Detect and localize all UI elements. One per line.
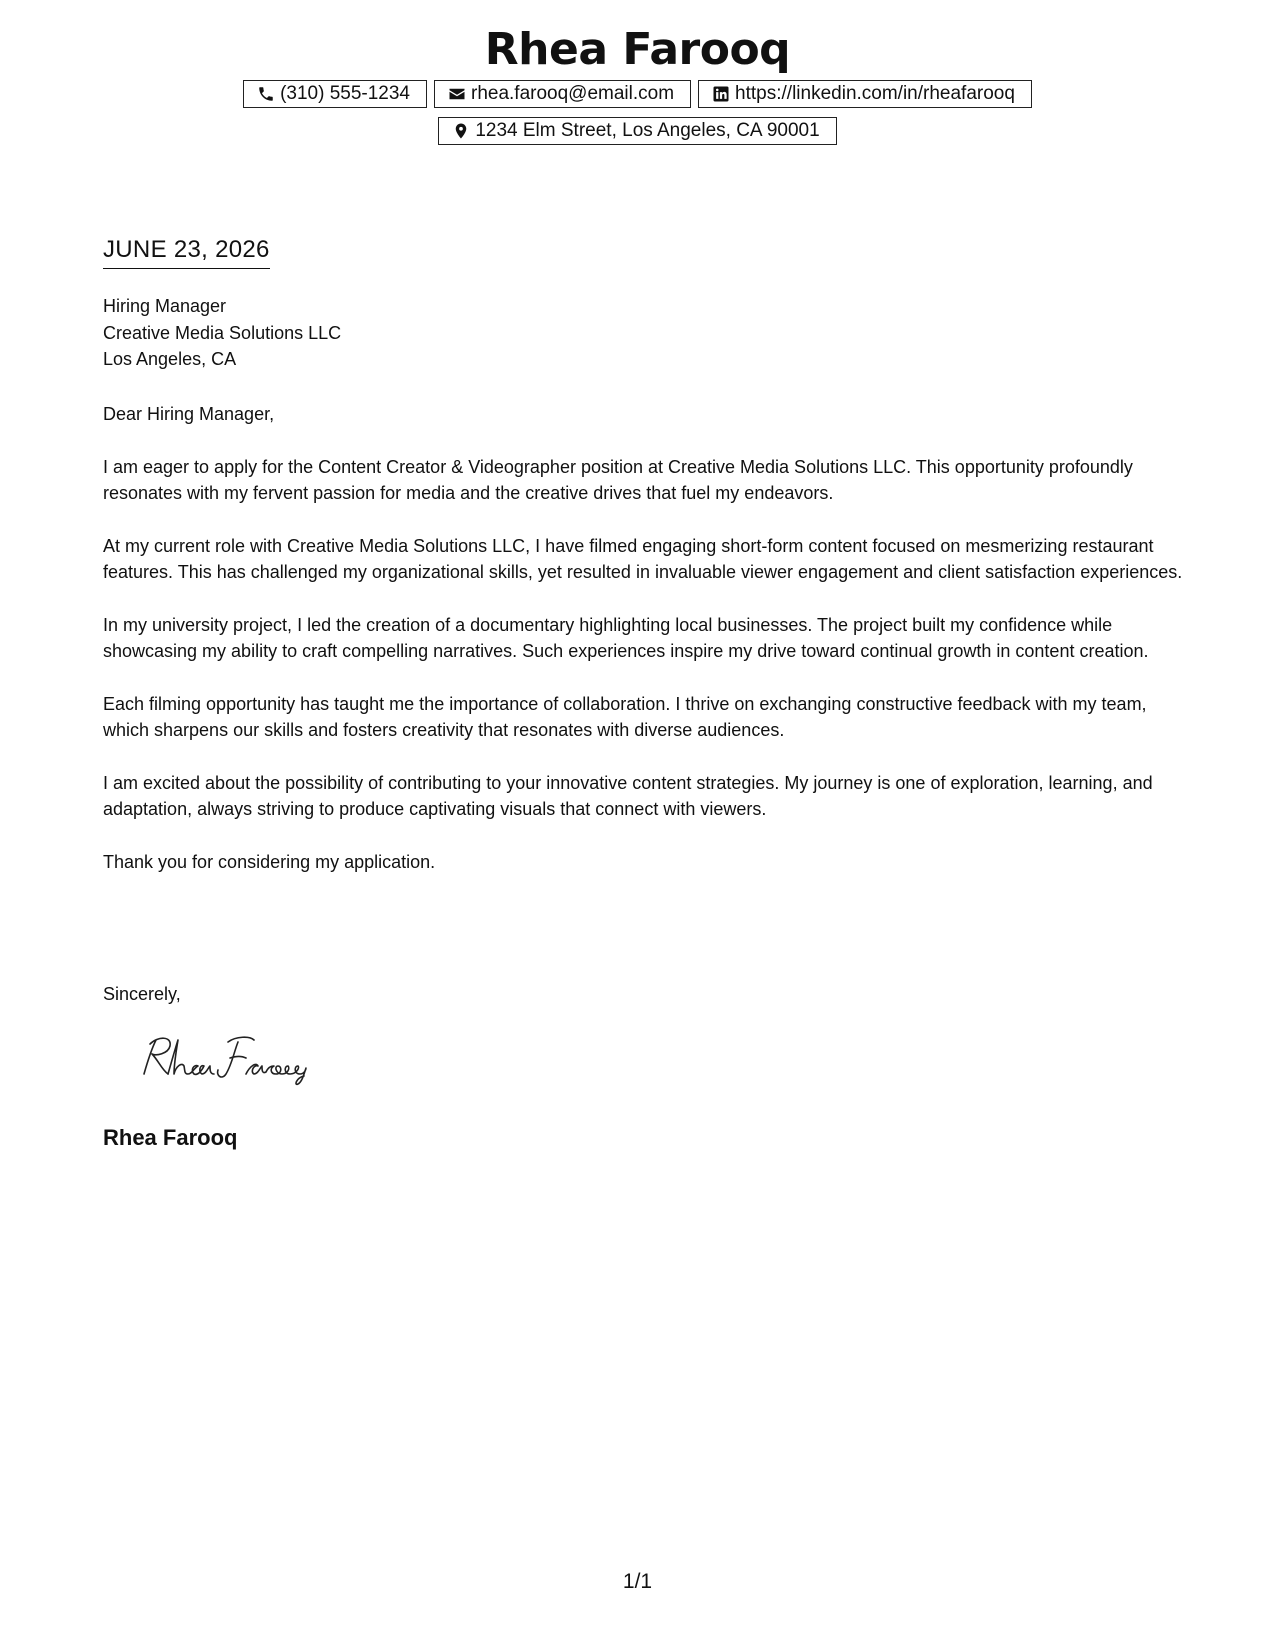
body-paragraph: In my university project, I led the creation of a documentary highlighting local businesses. The project built my confidence while showcasing my ability to craft compelling narratives. Such experiences inspire my drive toward continual growth in content creation.: [103, 614, 1149, 661]
linkedin-icon: [711, 84, 731, 104]
address-text: 1234 Elm Street, Los Angeles, CA 90001: [475, 120, 820, 141]
phone-text: (310) 555-1234: [280, 83, 410, 104]
body-paragraph: I am eager to apply for the Content Creator & Videographer position at Creative Media Solutions LLC. This opportunity profoundly resonates with my fervent passion for media and the creative drives that fuel my endeavors.: [103, 456, 1133, 503]
recipient-company: Creative Media Solutions LLC: [103, 322, 342, 343]
salutation: Dear Hiring Manager,: [103, 404, 275, 424]
email-chip[interactable]: [434, 80, 691, 108]
recipient-location: Los Angeles, CA: [103, 349, 237, 369]
phone-icon: [256, 84, 276, 104]
page-number: 1/1: [622, 1570, 653, 1593]
contact-row-1: [0, 80, 1275, 108]
body-paragraph: Each filming opportunity has taught me the importance of collaboration. I thrive on exchanging constructive feedback with my team, which sharpens our skills and fosters creativity that resonates with diverse audiences.: [103, 693, 1147, 740]
closing: Sincerely,: [103, 984, 181, 1004]
recipient-block: [103, 293, 341, 373]
signer-name: Rhea Farooq: [103, 1125, 238, 1150]
address-chip[interactable]: [438, 117, 836, 145]
map-pin-icon: [451, 121, 471, 141]
thank-you-line: Thank you for considering my application.: [103, 851, 436, 872]
body-paragraph: I am excited about the possibility of contributing to your innovative content strategies. My journey is one of exploration, learning, and adaptation, always striving to produce captivating visuals that connect with viewers.: [103, 772, 1153, 819]
applicant-name: Rhea Farooq: [484, 24, 791, 75]
handwritten-signature: [138, 1030, 338, 1090]
letter-date: JUNE 23, 2026: [103, 235, 270, 269]
linkedin-chip[interactable]: [698, 80, 1032, 108]
email-text: rhea.farooq@email.com: [471, 83, 675, 104]
contact-row-2: [0, 117, 1275, 145]
envelope-icon: [447, 84, 467, 104]
body-paragraph: At my current role with Creative Media Solutions LLC, I have filmed engaging short-form content focused on mesmerizing restaurant features. This has challenged my organizational skills, yet resulted in invaluable viewer engagement and client satisfaction experiences.: [103, 535, 1183, 582]
phone-chip[interactable]: [243, 80, 427, 108]
letter-body: [103, 401, 1183, 901]
recipient-title: Hiring Manager: [103, 296, 227, 316]
linkedin-text: https://linkedin.com/in/rheafarooq: [735, 83, 1015, 104]
